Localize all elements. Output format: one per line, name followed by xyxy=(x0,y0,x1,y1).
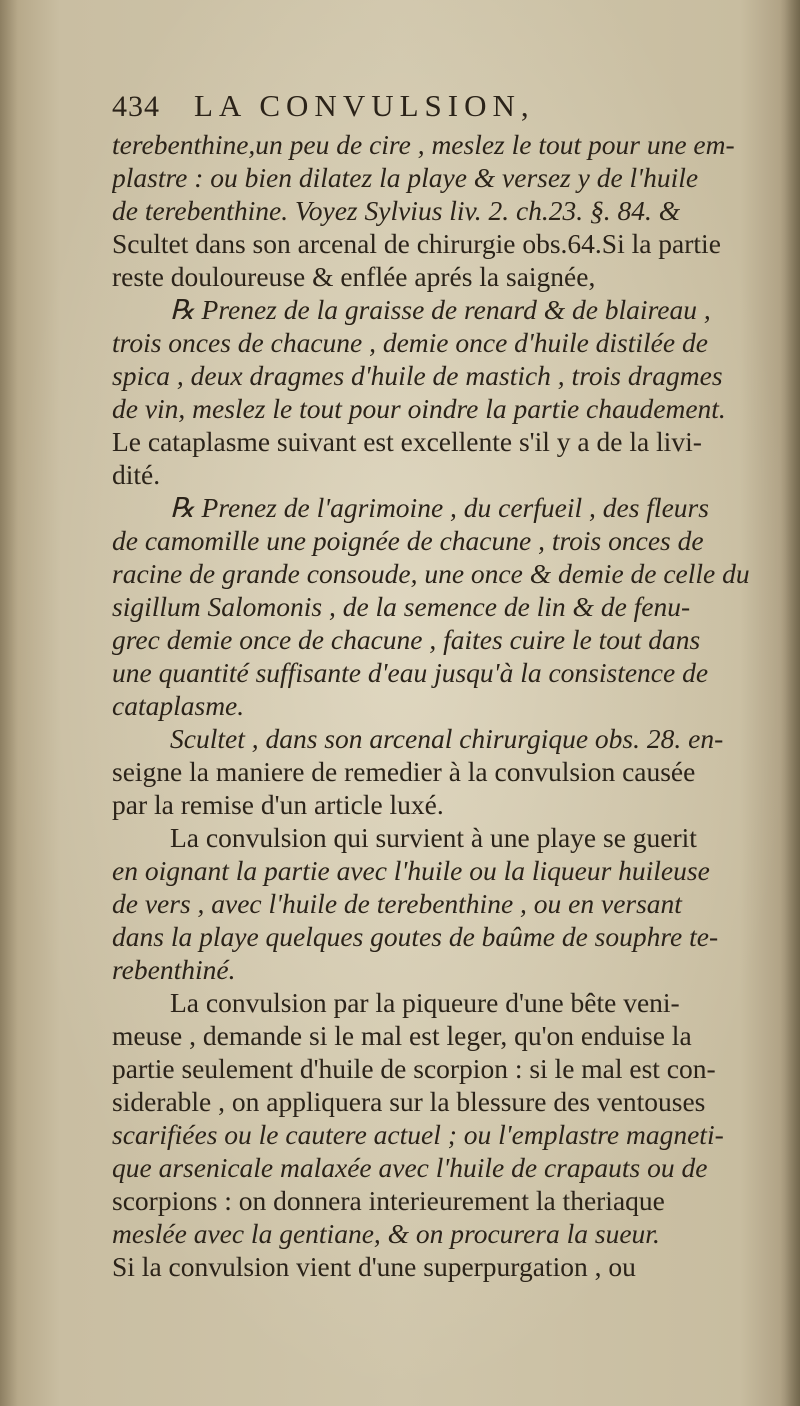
text-line: de camomille une poignée de chacune , trois onces de xyxy=(112,525,704,556)
text-line: de vers , avec l'huile de terebenthine , ou en versant xyxy=(112,888,682,919)
text-line: La convulsion qui survient à une playe se guerit xyxy=(170,822,697,853)
text-line: que arsenicale malaxée avec l'huile de crapauts ou de xyxy=(112,1152,708,1183)
text-line: rebenthiné. xyxy=(112,954,236,985)
text-line: spica , deux dragmes d'huile de mastich , trois dragmes xyxy=(112,360,723,391)
text-line: Scultet dans son arcenal de chirurgie obs.64.Si la partie xyxy=(112,228,721,259)
text-line: scarifiées ou le cautere actuel ; ou l'emplastre magneti- xyxy=(112,1119,724,1150)
text-line: cataplasme. xyxy=(112,690,245,721)
text-line: Si la convulsion vient d'une superpurgation , ou xyxy=(112,1251,636,1282)
recipe-line: ℞ Prenez de la graisse de renard & de blaireau , xyxy=(170,294,711,325)
running-title: LA CONVULSION, xyxy=(194,88,535,123)
text-line: de vin, meslez le tout pour oindre la partie chaudement. xyxy=(112,393,726,424)
text-line: Le cataplasme suivant est excellente s'il y a de la livi- xyxy=(112,426,702,457)
text-line: meuse , demande si le mal est leger, qu'on enduise la xyxy=(112,1020,692,1051)
text-line: scorpions : on donnera interieurement la theriaque xyxy=(112,1185,665,1216)
text-line: racine de grande consoude, une once & demie de celle du xyxy=(112,558,750,589)
text-line: grec demie once de chacune , faites cuire le tout dans xyxy=(112,624,701,655)
text-line: La convulsion par la piqueure d'une bête veni- xyxy=(170,987,680,1018)
text-line: partie seulement d'huile de scorpion : si le mal est con- xyxy=(112,1053,716,1084)
text-line: plastre : ou bien dilatez la playe & versez y de l'huile xyxy=(112,162,699,193)
recipe-line: ℞ Prenez de l'agrimoine , du cerfueil , des fleurs xyxy=(170,492,709,523)
page-number: 434 xyxy=(112,90,160,123)
text-line: sigillum Salomonis , de la semence de lin & de fenu- xyxy=(112,591,691,622)
text-line: seigne la maniere de remedier à la convulsion causée xyxy=(112,756,696,787)
text-line: une quantité suffisante d'eau jusqu'à la consistence de xyxy=(112,657,709,688)
text-line: dans la playe quelques goutes de baûme de souphre te- xyxy=(112,921,719,952)
text-line: de terebenthine. Voyez Sylvius liv. 2. ch.23. §. 84. & xyxy=(112,195,681,226)
body-text xyxy=(112,128,792,1283)
text-line: siderable , on appliquera sur la blessure des ventouses xyxy=(112,1086,706,1117)
text-line: Scultet , dans son arcenal chirurgique obs. 28. en- xyxy=(170,723,724,754)
text-line: trois onces de chacune , demie once d'huile distilée de xyxy=(112,327,708,358)
text-line: dité. xyxy=(112,459,161,490)
running-head xyxy=(112,88,792,128)
text-line: en oignant la partie avec l'huile ou la liqueur huileuse xyxy=(112,855,710,886)
text-line: terebenthine,un peu de cire , meslez le tout pour une em- xyxy=(112,129,735,160)
text-line: par la remise d'un article luxé. xyxy=(112,789,444,820)
text-line: meslée avec la gentiane, & on procurera la sueur. xyxy=(112,1218,660,1249)
book-page xyxy=(112,88,792,1283)
text-line: reste douloureuse & enflée aprés la saignée, xyxy=(112,261,596,292)
